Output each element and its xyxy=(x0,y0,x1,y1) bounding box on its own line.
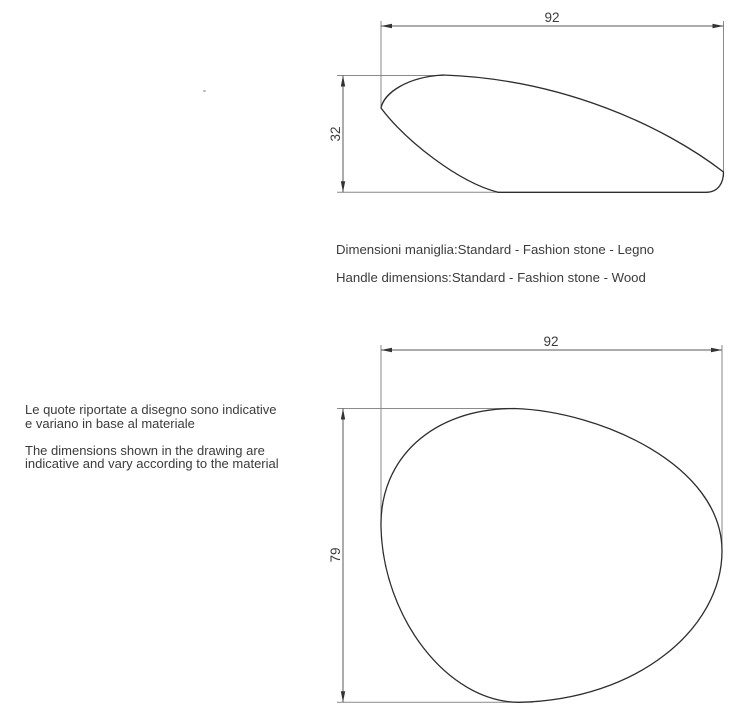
arrowhead-width-left xyxy=(381,24,392,28)
bottom-width-dimension-label: 92 xyxy=(543,334,559,349)
caption-english: Handle dimensions:Standard - Fashion stone - Wood xyxy=(336,270,646,285)
disclaimer-italian xyxy=(25,403,279,431)
disclaimer-note xyxy=(25,403,279,471)
disclaimer-english-line2: indicative and vary according to the material xyxy=(25,456,279,472)
handle-front-profile-outline xyxy=(381,409,722,703)
arrowhead-height-bottom xyxy=(341,691,345,702)
arrowhead-height-top xyxy=(341,409,345,420)
caption-italian: Dimensioni maniglia:Standard - Fashion stone - Legno xyxy=(336,242,655,257)
print-speck xyxy=(203,90,206,92)
arrowhead-width-right xyxy=(713,24,724,28)
handle-front-view-drawing xyxy=(330,333,748,716)
disclaimer-italian-line2: e variano in base al materiale xyxy=(25,415,195,431)
disclaimer-italian-line1: Le quote riportate a disegno sono indicative xyxy=(25,402,277,417)
arrowhead-height-bottom xyxy=(341,181,345,192)
disclaimer-english xyxy=(25,444,279,472)
arrowhead-width-left xyxy=(381,348,392,352)
top-width-dimension-label: 92 xyxy=(544,10,560,25)
bottom-height-dimension-label: 79 xyxy=(328,547,343,563)
handle-side-view-drawing xyxy=(330,8,748,204)
disclaimer-english-line1: The dimensions shown in the drawing are xyxy=(25,442,265,458)
arrowhead-width-right xyxy=(711,348,722,352)
arrowhead-height-top xyxy=(341,76,345,87)
top-height-dimension-label: 32 xyxy=(328,126,343,142)
handle-side-profile-outline xyxy=(381,75,724,192)
